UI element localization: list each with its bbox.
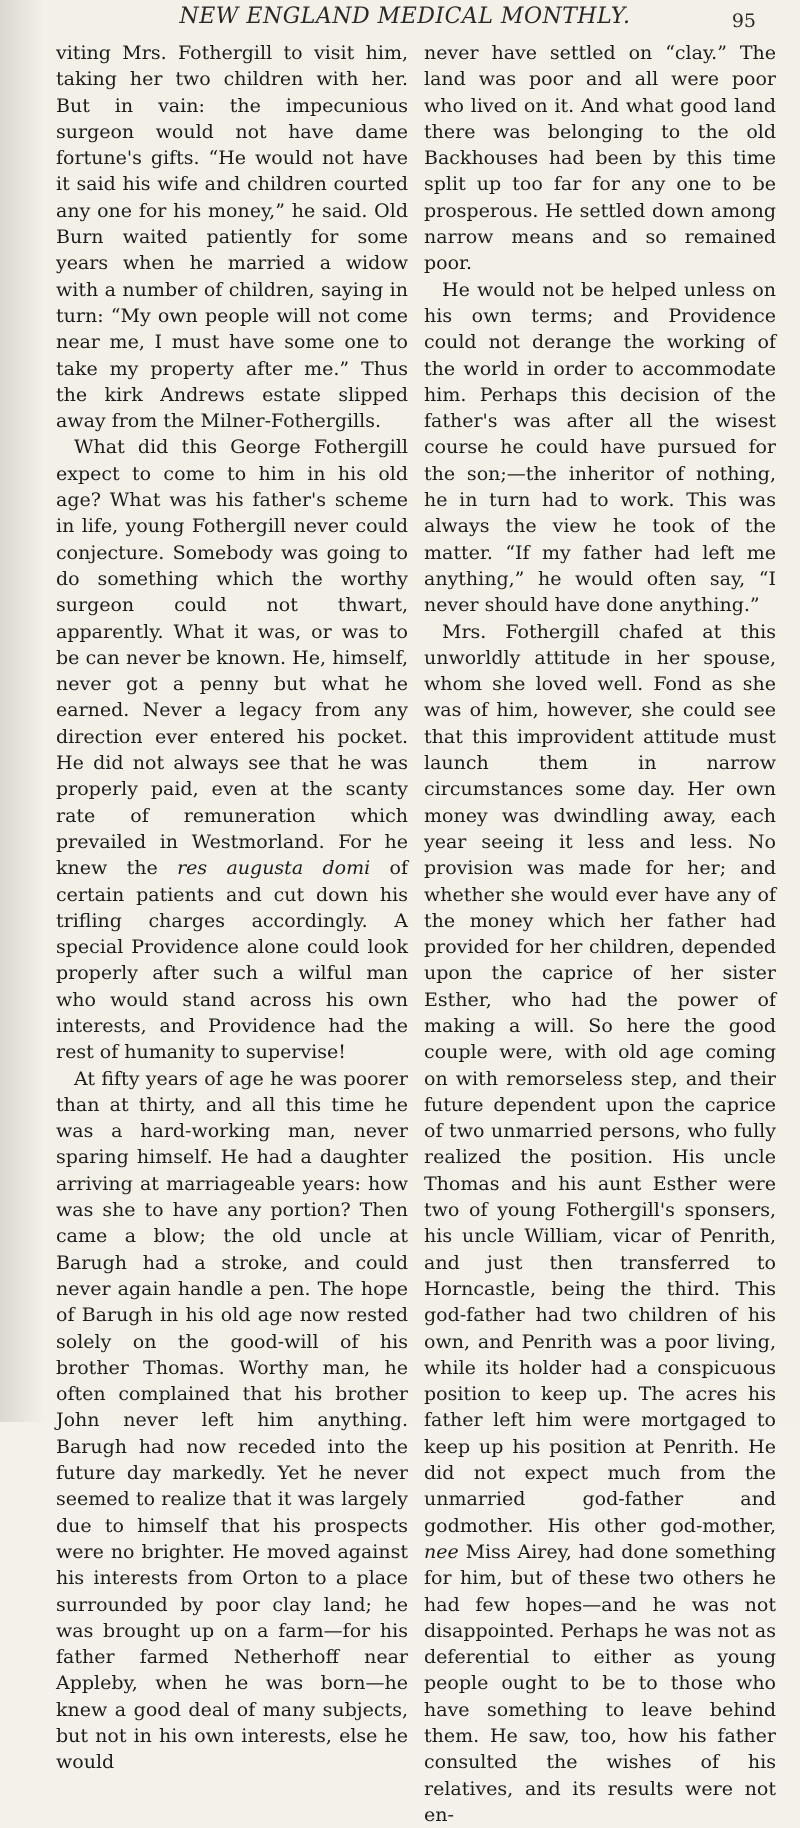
left-paragraph-2-tail: of certain patients and cut down his trifling charges accordingly. A special Providence alone could look properly after such a wilful man who would stand across his own interests, and Providence had the rest of humanity to supervise! — [56, 857, 409, 1064]
right-paragraph-2: He would not be helped unless on his own terms; and Providence could not derange the working of the world in order to accommodate him. Perhaps this decision of the father's was after all the wisest course he could have pursued for the son;—the inheritor of nothing, he in turn had to work. This was always the view he took of the matter. “If my father had left me anything,” he would often say, “I never should have done anything.” — [424, 278, 776, 617]
right-column — [424, 40, 776, 1828]
left-paragraph-2-text: What did this George Fothergill expect to come to him in his old age? What was his father's scheme in life, young Fothergill never could conjecture. Somebody was going to do something which the worthy surgeon could not thwart, apparently. What it was, or was to be can never be known. He, himself, never got a penny but what he earned. Never a legacy from any direction ever entered his pocket. He did not always see that he was properly paid, even at the scanty rate of remuneration which prevailed in Westmorland. For he knew the — [56, 436, 408, 880]
page-number: 95 — [731, 10, 756, 32]
page-gutter-shadow — [0, 0, 44, 1422]
right-paragraph-3-text: Mrs. Fothergill chafed at this unworldly attitude in her spouse, whom she loved well. Fond as she was of him, however, she could see that this improvident attitude must launch them in narrow circumstances some day. Her own money was dwindling away, each year seeing it less and less. No provision was made for her; and whether she would ever have any of the money which her father had provided for her children, depended upon the caprice of her sister Esther, who had the power of making a will. So here the good couple were, with old age coming on with remorseless step, and their future dependent upon the caprice of two unmarried persons, who fully realized the position. His uncle Thomas and his aunt Esther were two of young Fothergill's sponsers, his uncle William, vicar of Penrith, and just then transferred to Horncastle, being the third. This god-father had two children of his own, and Penrith was a poor living, while its holder had a conspicuous position to keep up. The acres his father left him were mortgaged to keep up his position at Penrith. He did not expect much from the unmarried god-father and godmother. His other god-mother, — [424, 620, 776, 1537]
left-paragraph-2 — [56, 434, 408, 1065]
right-paragraph-3 — [424, 619, 776, 1828]
left-paragraph-1: viting Mrs. Fothergill to visit him, taking her two children with her. But in vain: the impecunious surgeon would not have dame fortune's gifts. “He would not have it said his wife and children courted any one for his money,” he said. Old Burn waited patiently for some years when he married a widow with a number of children, saying in turn: “My own people will not come near me, I must have some one to take my property after me.” Thus the kirk Andrews estate slipped away from the Milner-Fothergills. — [56, 42, 408, 433]
left-column — [56, 40, 408, 1776]
right-paragraph-3-tail: Miss Airey, had done something for him, but of these two others he had few hopes—and he was not disappointed. Perhaps he was not as deferential to either as young people ought to be to those who have something to leave behind them. He saw, too, how his father consulted the wishes of his relatives, and its results were not en- — [424, 1540, 776, 1826]
latin-phrase: res augusta domi — [177, 857, 371, 880]
running-head: NEW ENGLAND MEDICAL MONTHLY. — [179, 4, 631, 29]
nee-word: nee — [424, 1540, 459, 1563]
page-header — [0, 4, 800, 38]
left-paragraph-3: At fifty years of age he was poorer than at thirty, and all this time he was a hard-working man, never sparing himself. He had a daughter arriving at marriageable years: how was she to have any portion? Then came a blow; the old uncle at Barugh had a stroke, and could never again handle a pen. The hope of Barugh in his old age now rested solely on the good-will of his brother Thomas. Worthy man, he often complained that his brother John never left him anything. Barugh had now receded into the future day markedly. Yet he never seemed to realize that it was largely due to himself that his prospects were no brighter. He moved against his interests from Orton to a place surrounded by poor clay land; he was brought up on a farm—for his father farmed Netherhoff near Appleby, when he was born—he knew a good deal of many subjects, but not in his own interests, else he would — [56, 1067, 408, 1774]
right-paragraph-1: never have settled on “clay.” The land was poor and all were poor who lived on it. And what good land there was belonging to the old Backhouses had been by this time split up too far for any one to be prosperous. He settled down among narrow means and so remained poor. — [424, 42, 776, 275]
